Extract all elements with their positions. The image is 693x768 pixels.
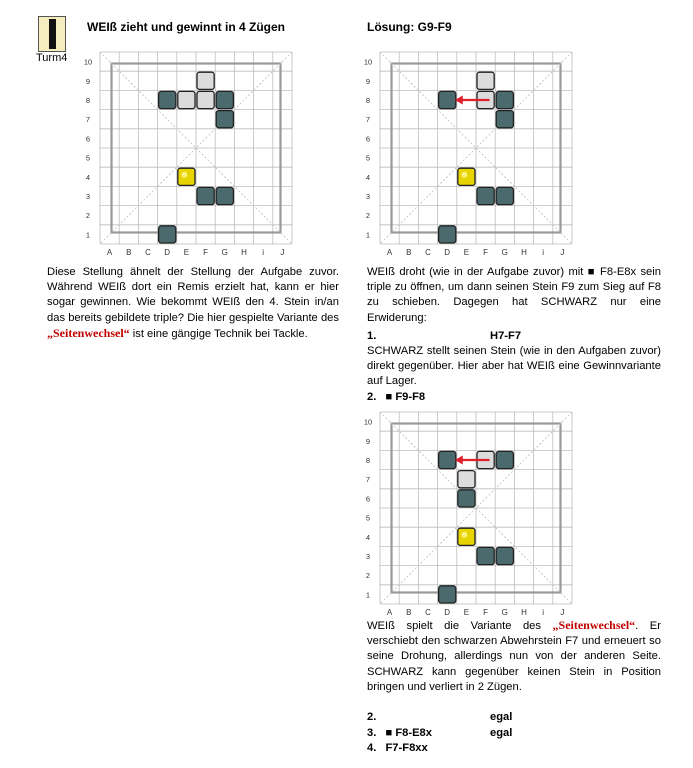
white-stone bbox=[197, 91, 214, 108]
problem-title: WEIß zieht und gewinnt in 4 Zügen bbox=[87, 20, 285, 34]
white-stone bbox=[477, 72, 494, 89]
white-stone bbox=[458, 471, 475, 488]
file-label: J bbox=[560, 608, 565, 617]
file-label: A bbox=[386, 248, 393, 257]
move-3-number: 3. bbox=[367, 726, 377, 739]
rank-label: 5 bbox=[365, 513, 371, 523]
rank-label: 1 bbox=[85, 230, 91, 240]
rank-label: 1 bbox=[365, 230, 371, 240]
solution-title: Lösung: G9-F9 bbox=[367, 20, 452, 34]
move-2-number: 2. bbox=[367, 391, 377, 403]
seitenwechsel-highlight-2: „Seitenwechsel“ bbox=[552, 618, 636, 632]
rank-label: 2 bbox=[365, 211, 371, 221]
left-text-1: Diese Stellung ähnelt der Stellung der Aufgabe zuvor. Während WEIß dort ein Remis erzielt hat, kann er hier sogar gewinnen. Wie bekommt WEIß den 4. Stein in/an das bereits gebildete triple? Die hier gespielte Variante des bbox=[47, 266, 339, 324]
black-stone bbox=[197, 187, 214, 204]
file-label: i bbox=[542, 608, 545, 617]
rank-label: 2 bbox=[85, 211, 91, 221]
response-paragraph: SCHWARZ stellt seinen Stein (wie in den Aufgaben zuvor) direkt gegenüber. Hier aber hat WEIß eine Gewinnvariante auf Lager. bbox=[367, 345, 661, 388]
white-stone bbox=[178, 91, 195, 108]
rank-label: 7 bbox=[85, 115, 91, 125]
move-4-number: 4. bbox=[367, 742, 377, 754]
black-stone bbox=[496, 111, 513, 128]
turm-label: Turm4 bbox=[36, 52, 68, 64]
black-stone bbox=[477, 547, 494, 564]
file-label: B bbox=[126, 248, 132, 257]
file-label: E bbox=[183, 248, 190, 257]
variant-text-2: . Er verschiebt den schwarzen Abwehrstein F7 und erneuert so seine Drohung, allerdings nun von der anderen Seite. SCHWARZ kann gegenüber keinen Stein in Position bringen und verliert in 2 Zügen. bbox=[367, 620, 661, 693]
solution-board-2 bbox=[360, 410, 580, 620]
threat-paragraph: WEIß droht (wie in der Aufgabe zuvor) mit ■ F8-E8x sein triple zu öffnen, um dann seinen Stein F9 zum Sieg auf F8 zu schieben. Dagegen hat SCHWARZ nur eine Erwiderung: bbox=[367, 266, 661, 324]
file-label: D bbox=[444, 608, 451, 617]
move-1-text: H7-F7 bbox=[490, 330, 522, 342]
black-stone bbox=[216, 111, 233, 128]
white-stone bbox=[197, 72, 214, 89]
left-text-2: ist eine gängige Technik bei Tackle. bbox=[129, 327, 308, 340]
file-label: F bbox=[483, 608, 489, 617]
file-label: J bbox=[560, 248, 565, 257]
black-stone bbox=[496, 451, 513, 468]
rank-label: 8 bbox=[85, 96, 91, 105]
rank-label: 4 bbox=[365, 172, 371, 182]
file-label: E bbox=[463, 608, 470, 617]
move-2b-egal: egal bbox=[490, 711, 513, 723]
solution-board-1 bbox=[360, 50, 580, 260]
file-label: A bbox=[106, 248, 113, 257]
move-3-text: ■ F8-E8x bbox=[385, 726, 433, 739]
file-label: E bbox=[463, 248, 470, 257]
black-stone bbox=[477, 187, 494, 204]
rank-label: 9 bbox=[85, 76, 91, 86]
file-label: G bbox=[501, 248, 508, 257]
file-label: B bbox=[406, 608, 412, 617]
final-moves bbox=[367, 710, 667, 757]
rank-label: 1 bbox=[365, 590, 371, 600]
black-stone bbox=[159, 226, 176, 243]
turm4-icon bbox=[38, 16, 66, 52]
move-2-text: ■ F9-F8 bbox=[385, 391, 426, 403]
rank-label: 3 bbox=[85, 192, 91, 201]
rank-label: 10 bbox=[363, 417, 373, 427]
rank-label: 10 bbox=[83, 57, 93, 67]
file-label: H bbox=[521, 248, 527, 257]
file-label: C bbox=[145, 248, 151, 257]
file-label: D bbox=[444, 248, 451, 257]
file-label: J bbox=[280, 248, 285, 257]
black-stone bbox=[439, 226, 456, 243]
rank-label: 8 bbox=[365, 96, 371, 105]
rank-label: 4 bbox=[365, 532, 371, 542]
file-label: H bbox=[241, 248, 247, 257]
move-2 bbox=[367, 390, 425, 406]
left-description bbox=[47, 265, 339, 342]
black-stone bbox=[439, 586, 456, 603]
black-stone bbox=[159, 91, 176, 108]
move-2b-number: 2. bbox=[367, 711, 377, 723]
black-stone bbox=[439, 451, 456, 468]
rank-label: 3 bbox=[365, 192, 371, 201]
rank-label: 2 bbox=[365, 571, 371, 581]
black-stone bbox=[496, 91, 513, 108]
move-4-text: F7-F8xx bbox=[385, 742, 428, 754]
rank-label: 7 bbox=[365, 475, 371, 485]
file-label: H bbox=[521, 608, 527, 617]
file-label: i bbox=[542, 248, 545, 257]
rank-label: 8 bbox=[365, 456, 371, 465]
black-stone bbox=[216, 91, 233, 108]
variant-paragraph bbox=[367, 618, 661, 695]
file-label: G bbox=[501, 608, 508, 617]
variant-text-1: WEIß spielt die Variante des bbox=[367, 620, 553, 632]
black-stone bbox=[458, 490, 475, 507]
rank-label: 7 bbox=[365, 115, 371, 125]
rank-label: 9 bbox=[365, 76, 371, 86]
rank-label: 6 bbox=[365, 494, 371, 504]
rank-label: 3 bbox=[365, 552, 371, 561]
file-label: G bbox=[221, 248, 228, 257]
rank-label: 5 bbox=[85, 153, 91, 163]
file-label: B bbox=[406, 248, 412, 257]
file-label: C bbox=[425, 608, 431, 617]
file-label: D bbox=[164, 248, 171, 257]
move-3-egal: egal bbox=[490, 726, 513, 739]
black-stone bbox=[496, 547, 513, 564]
black-stone bbox=[439, 91, 456, 108]
black-stone bbox=[216, 187, 233, 204]
file-label: i bbox=[262, 248, 265, 257]
file-label: A bbox=[386, 608, 393, 617]
file-label: F bbox=[483, 248, 489, 257]
file-label: F bbox=[203, 248, 209, 257]
black-stone bbox=[496, 187, 513, 204]
rank-label: 6 bbox=[365, 134, 371, 144]
file-label: C bbox=[425, 248, 431, 257]
rank-label: 4 bbox=[85, 172, 91, 182]
rank-label: 5 bbox=[365, 153, 371, 163]
problem-board bbox=[80, 50, 300, 260]
rank-label: 10 bbox=[363, 57, 373, 67]
rank-label: 9 bbox=[365, 436, 371, 446]
seitenwechsel-highlight: „Seitenwechsel“ bbox=[47, 325, 130, 340]
move-1 bbox=[367, 329, 522, 345]
move-1-number: 1. bbox=[367, 330, 377, 342]
rank-label: 6 bbox=[85, 134, 91, 144]
